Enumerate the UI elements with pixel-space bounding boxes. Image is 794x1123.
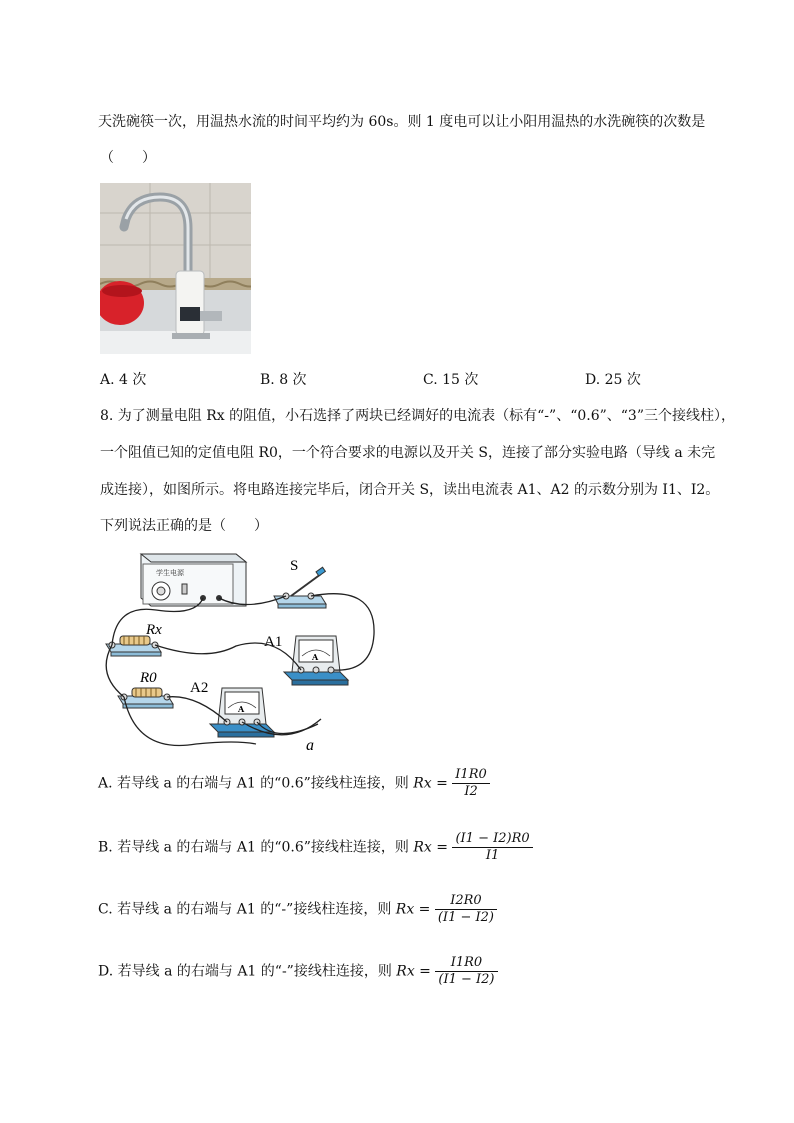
- q8-option-a-numerator: I1R0: [452, 767, 489, 784]
- q8-option-b-numerator: (I1 − I2)R0: [452, 831, 532, 848]
- q8-option-d-text: D. 若导线 a 的右端与 A1 的“-”接线柱连接，则: [98, 963, 392, 980]
- faucet-photo: [100, 183, 251, 354]
- q8-option-a-text: A. 若导线 a 的右端与 A1 的“0.6”接线柱连接，则: [98, 775, 409, 792]
- power-supply: [141, 554, 246, 606]
- power-supply-label: 学生电源: [156, 569, 184, 577]
- wire-a-label: a: [306, 737, 314, 754]
- q7-option-b[interactable]: B. 8 次: [260, 372, 307, 388]
- switch-label: S: [290, 558, 299, 574]
- q8-option-a-denominator: I2: [464, 784, 478, 799]
- q8-option-a[interactable]: [98, 767, 490, 800]
- q8-option-b[interactable]: [98, 831, 533, 864]
- resistor-r0: [118, 670, 173, 708]
- q8-option-c-fraction: [435, 893, 497, 926]
- switch: [274, 558, 326, 608]
- q7-option-a[interactable]: A. 4 次: [100, 372, 147, 388]
- circuit-diagram: [96, 544, 396, 754]
- a1-label: A1: [264, 634, 283, 650]
- q8-option-b-text: B. 若导线 a 的右端与 A1 的“0.6”接线柱连接，则: [98, 839, 409, 856]
- q7-text-line1: 天洗碗筷一次，用温热水流的时间平均约为 60s。则 1 度电可以让小阳用温热的水洗碗筷的次数是: [98, 114, 706, 130]
- ammeter-a2: [190, 680, 274, 737]
- rx-label: Rx: [146, 622, 162, 638]
- q8-option-d-fraction: [435, 955, 497, 988]
- q8-option-c-denominator: (I1 − I2): [437, 910, 494, 925]
- q8-text-line1: 8. 为了测量电阻 Rx 的阻值，小石选择了两块已经调好的电流表（标有“-”、“0.6”、“3”三个接线柱），: [100, 408, 735, 424]
- q8-option-c-text: C. 若导线 a 的右端与 A1 的“-”接线柱连接，则: [98, 901, 392, 918]
- q8-option-a-fraction: [452, 767, 489, 800]
- q8-option-c[interactable]: [98, 893, 497, 926]
- a2-label: A2: [190, 680, 209, 696]
- q8-text-line2: 一个阻值已知的定值电阻 R0，一个符合要求的电源以及开关 S，连接了部分实验电路（导线 a 未完: [100, 445, 716, 461]
- q8-option-d-lhs: Rx =: [396, 963, 431, 980]
- q8-option-c-lhs: Rx =: [395, 901, 431, 918]
- r0-label: R0: [140, 670, 157, 686]
- resistor-rx: [106, 622, 162, 656]
- q8-text-line3: 成连接），如图所示。将电路连接完毕后，闭合开关 S，读出电流表 A1、A2 的示数分别为 I1、I2。: [100, 482, 720, 498]
- q8-option-d[interactable]: [98, 955, 498, 988]
- q8-option-b-denominator: I1: [485, 848, 500, 863]
- q8-option-b-lhs: Rx =: [413, 839, 449, 856]
- q7-answer-blank: （ ）: [100, 150, 156, 166]
- q8-option-d-numerator: I1R0: [435, 955, 497, 972]
- q7-option-c[interactable]: C. 15 次: [423, 372, 479, 388]
- q8-option-d-denominator: (I1 − I2): [438, 972, 495, 987]
- a2-meter-letter: A: [238, 704, 245, 714]
- q8-text-line4: 下列说法正确的是（ ）: [100, 518, 268, 534]
- q8-option-b-fraction: [452, 831, 532, 864]
- q7-option-d[interactable]: D. 25 次: [585, 372, 641, 388]
- q8-option-a-lhs: Rx =: [413, 775, 448, 792]
- a1-meter-letter: A: [312, 652, 319, 662]
- q8-option-c-numerator: I2R0: [435, 893, 497, 910]
- ammeter-a1: [264, 634, 348, 685]
